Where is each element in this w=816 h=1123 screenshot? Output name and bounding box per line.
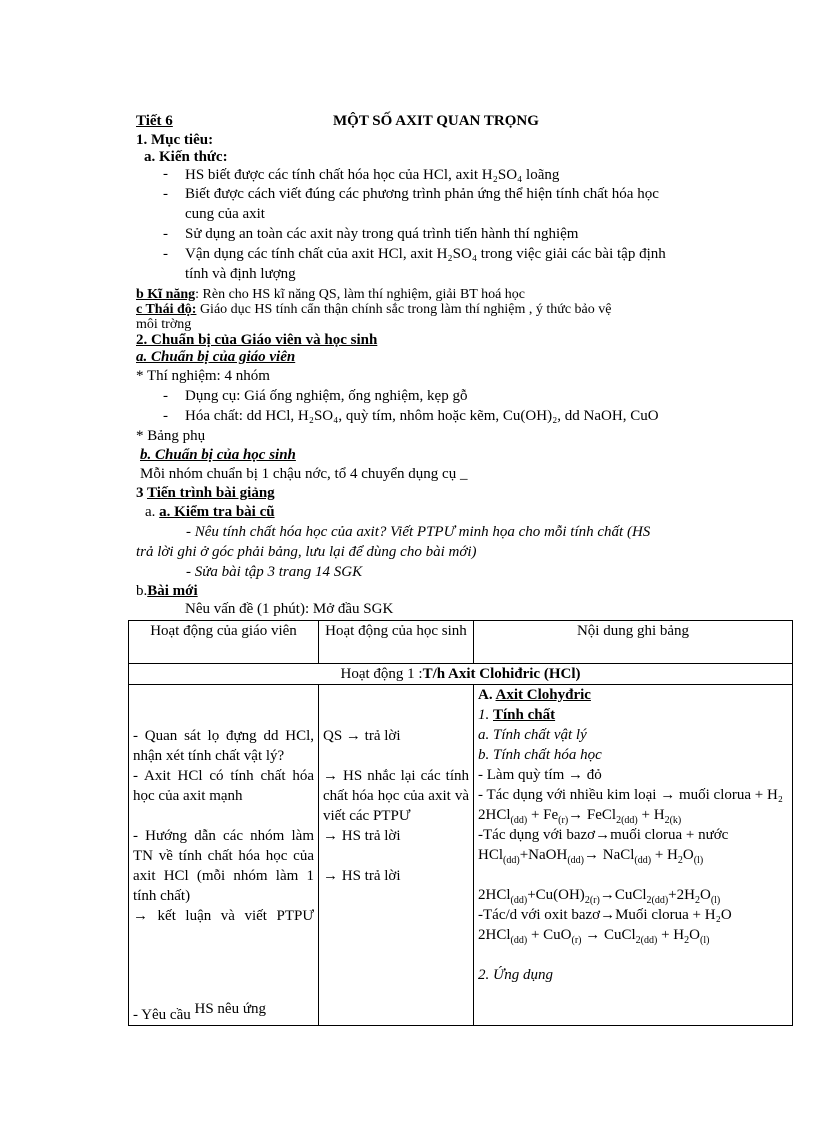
bullet-dash: - bbox=[163, 388, 168, 404]
property-line: - Tác dụng với nhiều kim loại → muối clorua + H₂ bbox=[478, 787, 784, 803]
knowledge-item: Vận dụng các tính chất của axit HCl, axit H₂SO₄ trong việc giải các bài tập định bbox=[185, 246, 666, 262]
physical-properties: a. Tính chất vật lý bbox=[478, 727, 587, 743]
attitude-text: Giáo dục HS tính cẩn thận chính sắc trong làm thí nghiệm , ý thức bảo vệ bbox=[196, 302, 612, 317]
activity-prefix: Hoạt động 1 : bbox=[340, 666, 423, 682]
property-line: -Tác/d với oxit bazơ→Muối clorua + H₂O bbox=[478, 907, 732, 923]
col-student-header: Hoạt động của học sinh bbox=[319, 621, 474, 664]
lesson-table bbox=[128, 620, 793, 1026]
subsection-1-title: Tính chất bbox=[493, 707, 556, 723]
intro-line: Nêu vấn đề (1 phút): Mở đầu SGK bbox=[185, 601, 394, 617]
subsection-1-num: 1. bbox=[478, 707, 493, 723]
activity-title bbox=[129, 664, 793, 685]
attitude-line bbox=[136, 300, 612, 319]
teacher-column bbox=[129, 685, 319, 1026]
equation-3: $2HCl_{(dd)}+Cu(OH)_{2(r)}\to CuCl_{2(dd)}+2H_2O_{(l)}$ bbox=[478, 887, 721, 906]
teacher-step: - Hướng dẫn các nhóm làm TN về tính chất hóa học của axit HCl (mỗi nhóm làm 1 tính chất) bbox=[133, 828, 314, 904]
board-line: * Bảng phụ bbox=[136, 428, 206, 444]
student-step: QS → trả lời bbox=[323, 728, 401, 744]
student-prep-text: Mỗi nhóm chuẩn bị 1 chậu nớc, tổ 4 chuyển dụng cụ _ bbox=[140, 466, 468, 482]
activity-row bbox=[129, 664, 793, 685]
teacher-step: - Axit HCl có tính chất hóa học của axit mạnh bbox=[133, 768, 314, 804]
equation-2: HCl$_{(dd)}$+NaOH$_{(dd)}$→ NaCl$_{(dd)}$ + $H_2O_{(l)}$ bbox=[478, 847, 704, 866]
attitude-label: c Thái độ: bbox=[136, 302, 197, 317]
check-heading: a. a. Kiểm tra bài cũ bbox=[145, 504, 275, 520]
objectives-heading: 1. Mục tiêu: bbox=[136, 132, 214, 148]
bullet-dash: - bbox=[163, 186, 168, 202]
knowledge-item: cung của axit bbox=[185, 206, 265, 222]
activity-content-row bbox=[129, 685, 793, 1026]
teacher-prep-heading: a. Chuẩn bị của giáo viên bbox=[136, 349, 296, 365]
knowledge-item: tính và định lượng bbox=[185, 266, 296, 282]
experiment-line: * Thí nghiệm: 4 nhóm bbox=[136, 368, 270, 384]
bullet-dash: - bbox=[163, 408, 168, 424]
student-step: → HS trả lời bbox=[323, 828, 401, 844]
check-question-1: - Nêu tính chất hóa học của axit? Viết PTPƯ minh họa cho mỗi tính chất (HS bbox=[186, 524, 651, 540]
knowledge-item: Biết được cách viết đúng các phương trình phản ứng thể hiện tính chất hóa học bbox=[185, 186, 659, 202]
check-question-2: - Sửa bài tập 3 trang 14 SGK bbox=[186, 564, 363, 580]
bullet-dash: - bbox=[163, 166, 168, 182]
knowledge-heading: a. Kiến thức: bbox=[144, 149, 228, 165]
chemical-properties: b. Tính chất hóa học bbox=[478, 747, 602, 763]
col-teacher-header: Hoạt động của giáo viên bbox=[129, 621, 319, 664]
skill-label: b Kĩ năng bbox=[136, 287, 196, 302]
chemicals-line: Hóa chất: dd HCl, H₂SO₄, quỳ tím, nhôm hoặc kẽm, Cu(OH)₂, dd NaOH, CuO bbox=[185, 408, 659, 424]
equation-4: 2HCl$_{(dd)}$ + CuO$_{(r)}$ → CuCl$_{2(dd)}$ + $H_2O_{(l)}$ bbox=[478, 927, 710, 946]
section-a-label: A. bbox=[478, 687, 496, 703]
process-heading: 3 Tiến trình bài giảng bbox=[136, 485, 275, 501]
teacher-request-tail: HS nêu ứng bbox=[194, 1001, 266, 1017]
process-heading-text: Tiến trình bài giảng bbox=[146, 485, 275, 501]
page-title: MỘT SỐ AXIT QUAN TRỌNG bbox=[333, 113, 539, 129]
teacher-step: → kết luận và viết PTPƯ bbox=[133, 908, 314, 924]
tools-line: Dụng cụ: Giá ống nghiệm, ống nghiệm, kẹp gỗ bbox=[185, 388, 468, 404]
bullet-dash: - bbox=[163, 246, 168, 262]
new-lesson-heading-text: Bài mới bbox=[147, 583, 198, 599]
applications-heading: 2. Ứng dụng bbox=[478, 967, 554, 983]
col-content-header: Nội dung ghi bảng bbox=[474, 621, 793, 664]
content-column bbox=[474, 685, 793, 1026]
knowledge-item: Sử dụng an toàn các axit này trong quá trình tiến hành thí nghiệm bbox=[185, 226, 579, 242]
lesson-number: Tiết 6 bbox=[136, 113, 173, 129]
section-a-title: Axit Clohyđric bbox=[495, 687, 591, 703]
equation-1: $2HCl_{(dd)} + Fe_{(r)}\to$ FeCl$_{2(dd)}$ + $H_{2(k)}$ bbox=[478, 807, 682, 826]
attitude-text-2: môi trờng bbox=[136, 317, 192, 332]
property-line: -Tác dụng với bazơ→muối clorua + nước bbox=[478, 827, 729, 843]
preparation-heading: 2. Chuẩn bị của Giáo viên và học sinh bbox=[136, 332, 378, 348]
student-step: → HS nhắc lại các tính chất hóa học của axit và viết các PTPƯ bbox=[323, 768, 469, 824]
check-question-1b: trả lời ghi ở góc phải bảng, lưu lại để dùng cho bài mới) bbox=[136, 544, 477, 560]
teacher-request: - Yêu cầu bbox=[133, 1007, 191, 1023]
table-header-row bbox=[129, 621, 793, 664]
teacher-step: - Quan sát lọ đựng dd HCl, nhận xét tính chất vật lý? bbox=[133, 728, 314, 764]
skill-text: : Rèn cho HS kĩ năng QS, làm thí nghiệm, giải BT hoá học bbox=[195, 287, 526, 302]
content-section-a bbox=[478, 685, 788, 705]
teacher-step-last bbox=[133, 1001, 266, 1025]
knowledge-item: HS biết được các tính chất hóa học của HCl, axit H₂SO₄ loãng bbox=[185, 167, 560, 183]
check-heading-text: a. Kiểm tra bài cũ bbox=[159, 504, 275, 520]
student-step: → HS trả lời bbox=[323, 868, 401, 884]
new-lesson-heading: b.Bài mới bbox=[136, 583, 198, 599]
content-subsection-1 bbox=[478, 705, 788, 725]
student-prep-heading: b. Chuẩn bị của học sinh bbox=[140, 447, 296, 463]
bullet-dash: - bbox=[163, 226, 168, 242]
activity-name: T/h Axit Clohiđric (HCl) bbox=[422, 666, 581, 682]
property-line: - Làm quỳ tím → đỏ bbox=[478, 767, 602, 783]
student-column bbox=[319, 685, 474, 1026]
